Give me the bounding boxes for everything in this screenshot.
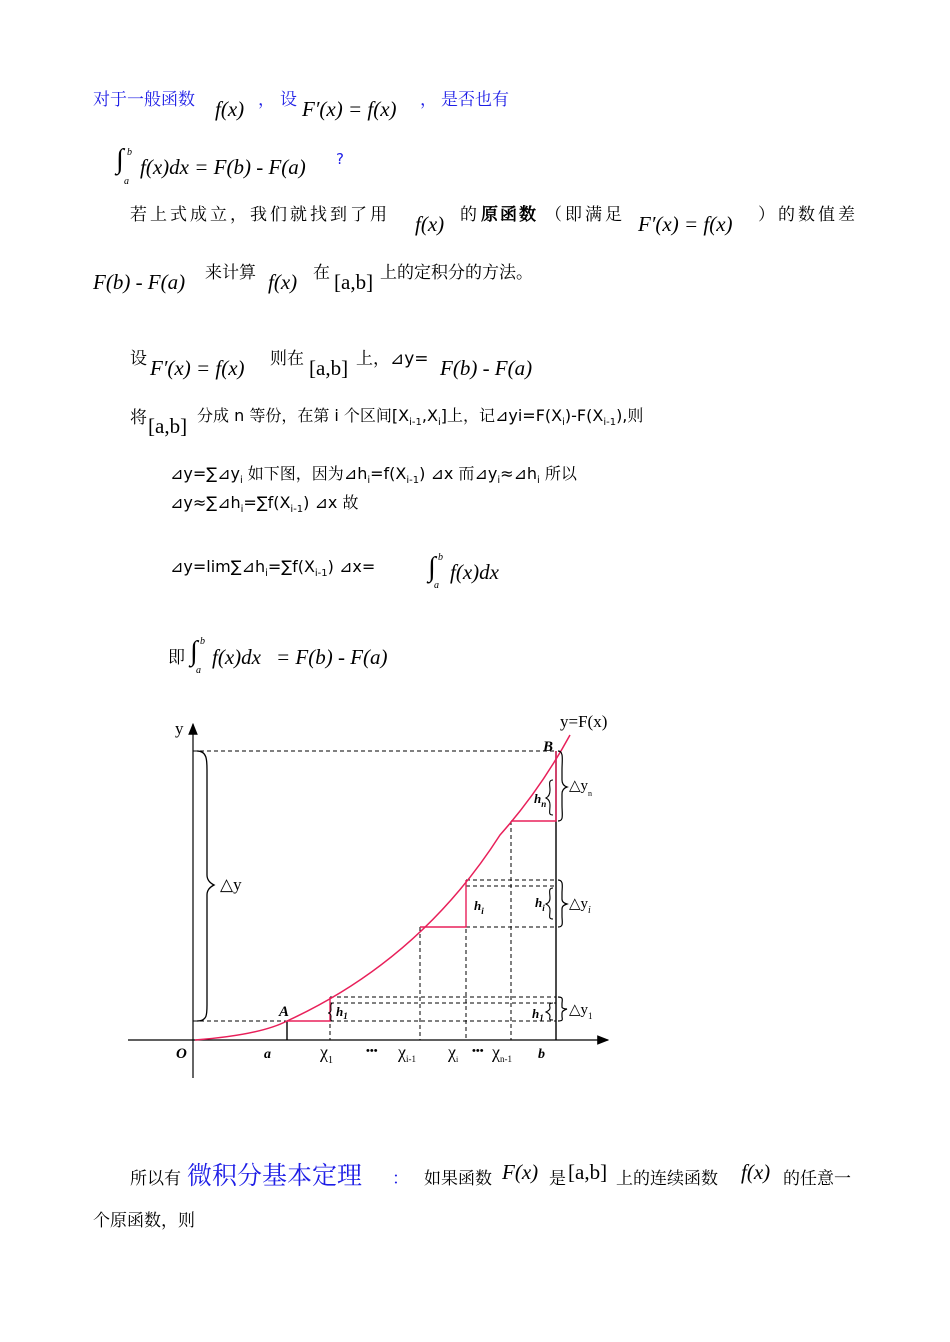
lower-limit: a — [196, 665, 201, 676]
h1-label-left: $h_1$ — [336, 1004, 348, 1021]
theorem-intro: 所以有 — [130, 1169, 181, 1189]
origin-label: O — [176, 1046, 187, 1062]
dots: ••• — [366, 1045, 378, 1057]
interval: [a,b] — [309, 356, 349, 380]
para3-text: 将 — [130, 408, 147, 428]
derivative-equation: F′(x) = f(x) — [302, 97, 397, 121]
derivative-equation: F′(x) = f(x) — [638, 212, 733, 236]
theorem-text: 如果函数 — [424, 1169, 492, 1189]
fx-formula: f(x) — [215, 97, 245, 121]
chi-1-label: $\chi_1$ — [320, 1042, 333, 1066]
upper-limit: b — [438, 552, 443, 563]
difference-formula: F(b) - F(a) — [440, 356, 533, 380]
theorem-colon: ： — [392, 1169, 409, 1189]
chi-n1-label: $\chi_{n-1}$ — [492, 1042, 512, 1064]
delta-y1-label: $\triangle y_1$ — [569, 1002, 593, 1021]
intro-text: 对于一般函数 — [93, 90, 195, 110]
delta-y-label: △y — [220, 875, 242, 894]
para1-text: （即满足 — [545, 205, 625, 225]
integral-body: f(x)dx — [450, 560, 499, 584]
upper-limit: b — [200, 636, 205, 647]
y-axis-label: y — [175, 719, 184, 738]
integral-equation: f(x)dx = F(b) - F(a) — [140, 155, 306, 179]
interval: [a,b] — [568, 1160, 608, 1184]
para1-text: 来计算 — [205, 263, 256, 283]
theorem-text: 的任意一 — [783, 1169, 851, 1189]
para1-text: 的 — [460, 205, 477, 225]
difference-formula: F(b) - F(a) — [93, 270, 186, 294]
derivative-equation: F′(x) = f(x) — [150, 356, 245, 380]
integral-sign: ∫ — [428, 552, 436, 583]
integral-body: f(x)dx — [212, 645, 261, 669]
x-a-label: a — [264, 1047, 271, 1062]
comma: ， — [258, 90, 275, 110]
lower-limit: a — [124, 176, 129, 187]
fx-formula: f(x) — [268, 270, 298, 294]
integral-sign: ∫ — [190, 636, 198, 667]
question-mark: ? — [336, 150, 344, 168]
dots: ••• — [472, 1045, 484, 1057]
curve-label: y=F(x) — [560, 712, 608, 731]
delta-yn-label: $\triangle y_n$ — [569, 778, 593, 798]
para2-text: 设 — [130, 349, 147, 369]
delta-y-brace — [197, 751, 214, 1021]
limit-line: $⊿y=\lim\sum⊿h_i=\sum f(X_{i-1})$ ⊿x= — [170, 557, 376, 580]
theorem-title: 微积分基本定理 — [187, 1161, 363, 1190]
para6-text: 即 — [168, 648, 185, 668]
comma: ， — [420, 90, 437, 110]
fx-formula: f(x) — [415, 212, 445, 236]
interval: [a,b] — [148, 414, 188, 438]
point-A-label: A — [279, 1004, 290, 1020]
para1-text: ）的数值差 — [758, 205, 858, 225]
fundamental-theorem-figure — [120, 705, 620, 1085]
upper-limit: b — [127, 147, 132, 158]
para1-text: 若上式成立，我们就找到了用 — [130, 205, 390, 225]
fx-formula: f(x) — [741, 1160, 771, 1184]
point-B-label: B — [543, 739, 554, 755]
curve-F — [195, 735, 570, 1040]
hi-label-right: $h_i$ — [535, 895, 545, 913]
sum-line-1: $⊿y=\sum⊿y_i$ 如下图，因为$⊿h_i=f(X_{i-1})$ ⊿x 而$⊿y_i\approx⊿h_i$ 所以 — [170, 464, 577, 487]
result-equation: = F(b) - F(a) — [276, 645, 388, 669]
theorem-text: 个原函数，则 — [93, 1211, 195, 1231]
hi-label-left: $h_i$ — [474, 898, 484, 916]
lower-limit: a — [434, 580, 439, 591]
interval: [a,b] — [334, 270, 374, 294]
para2-text: 上，⊿y= — [356, 349, 429, 369]
para2-text: 则在 — [270, 349, 304, 369]
set-text: 设 — [280, 90, 297, 110]
integral-sign: ∫ — [116, 144, 124, 175]
para1-text: 上的定积分的方法。 — [380, 263, 533, 283]
delta-yi-label: $\triangle y_i$ — [569, 896, 591, 916]
x-b-label: b — [538, 1047, 545, 1062]
para1-text: 在 — [313, 263, 330, 283]
chi-i-label: $\chi_i$ — [448, 1042, 459, 1064]
partition-sentence: 分成 n 等份，在第 i 个区间$[X_{i-1},X_i]$上，记$⊿yi=F(X_i)-F(X_{i-1})$,则 — [197, 406, 644, 429]
Fx-formula: F(x) — [502, 1160, 539, 1184]
question-text: 是否也有 — [441, 90, 509, 110]
theorem-text: 是 — [549, 1169, 566, 1189]
theorem-text: 上的连续函数 — [616, 1169, 718, 1189]
chi-i1-label: $\chi_{i-1}$ — [398, 1042, 416, 1064]
antiderivative-term: 原函数 — [481, 205, 538, 225]
h1-label-right: $h_1$ — [532, 1006, 544, 1023]
guide-lines — [193, 751, 556, 1040]
hn-label: $h_n$ — [534, 791, 547, 809]
sum-line-2: $⊿y\approx\sum⊿h_i=\sum f(X_{i-1})$ ⊿x 故 — [170, 493, 359, 516]
